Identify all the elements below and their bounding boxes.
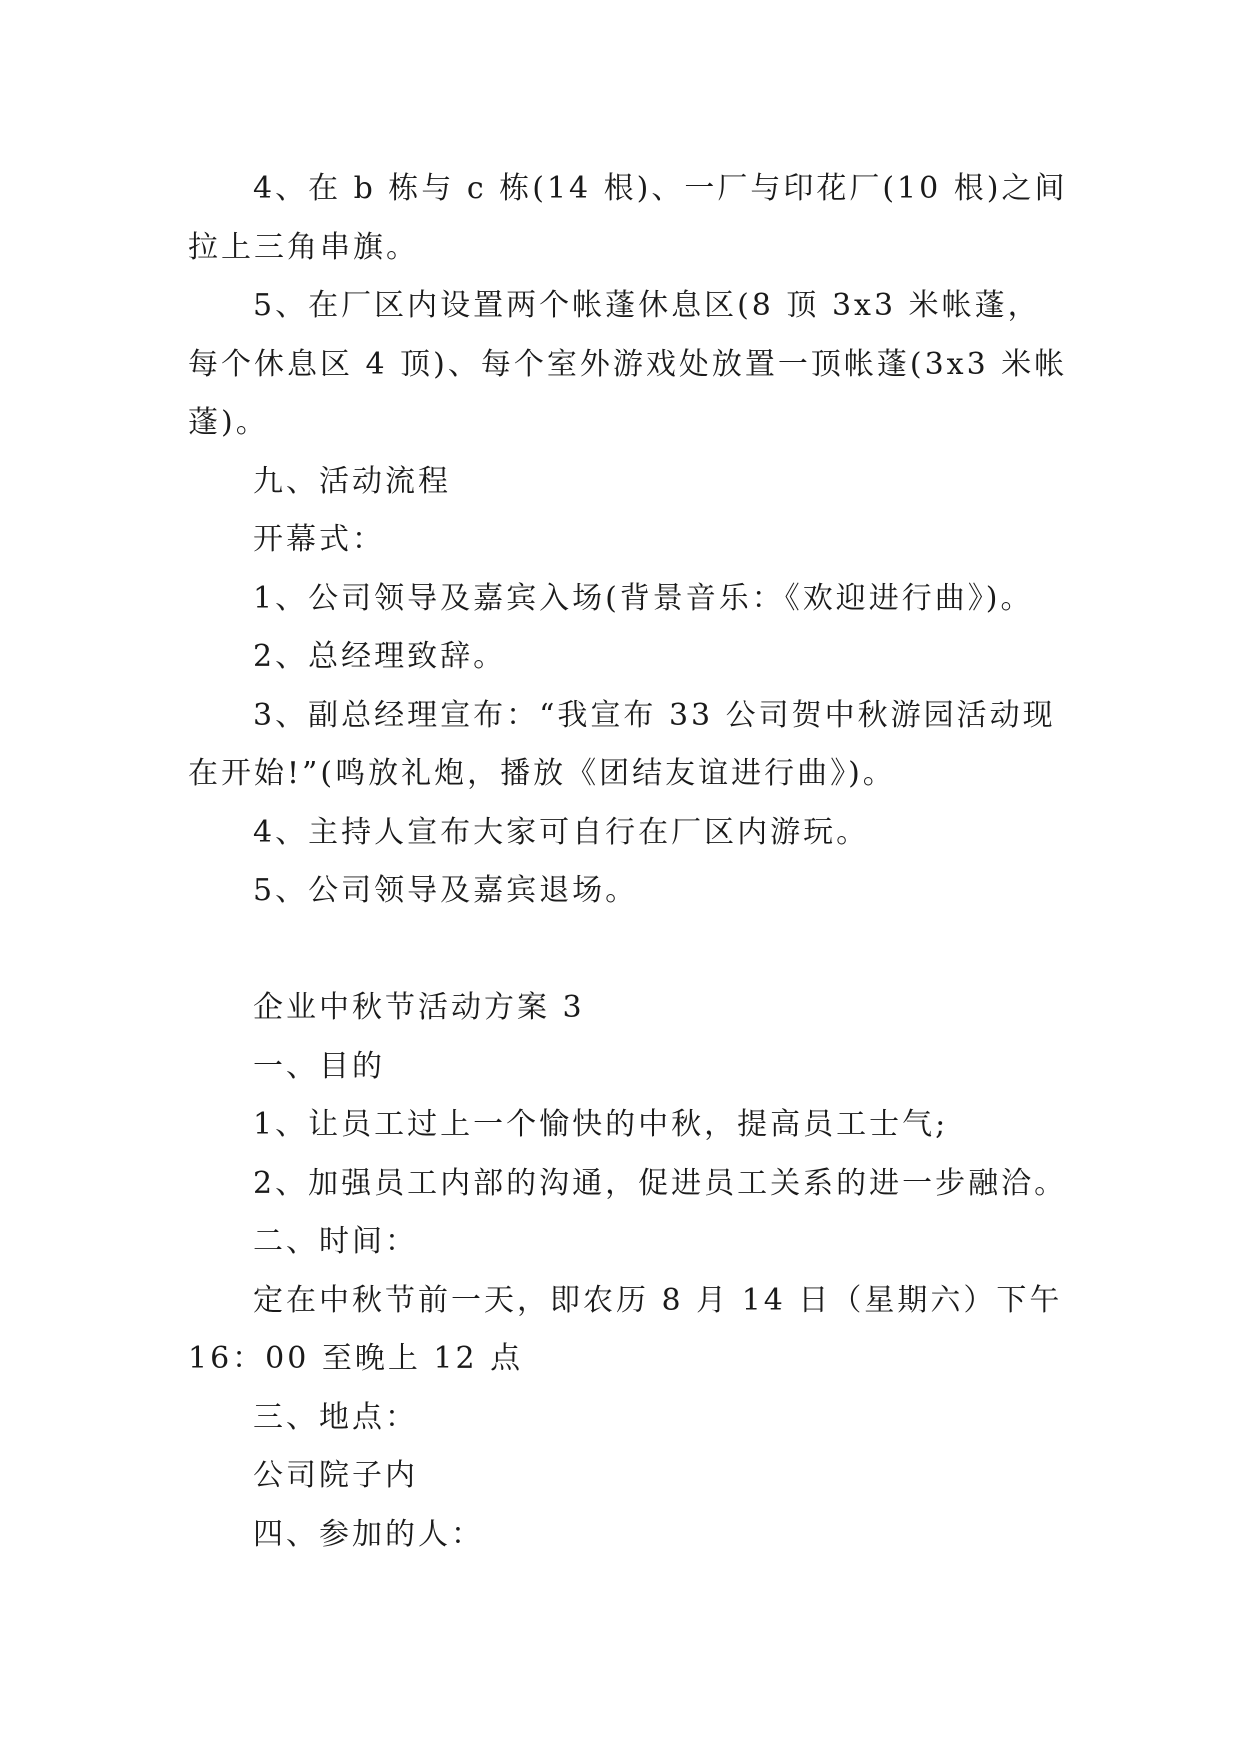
section-heading-participants: 四、参加的人： [253, 1516, 484, 1552]
list-item-announcement: 3、副总经理宣布：“我宣布 33 公司贺中秋游园活动现在开始!”(鸣放礼炮，播放《团结友谊进行曲》)。 [188, 697, 1056, 791]
list-item-gm-speech: 2、总经理致辞。 [253, 639, 507, 674]
document-title-plan-3: 企业中秋节活动方案 3 [253, 990, 585, 1025]
paragraph-tent-rest-area: 5、在厂区内设置两个帐蓬休息区(8 顶 3x3 米帐蓬，每个休息区 4 顶)、每个室外游戏处放置一顶帐蓬(3x3 米帐蓬)。 [188, 288, 1068, 440]
list-item-guests-exit: 5、公司领导及嘉宾退场。 [253, 873, 639, 908]
subheading-opening-ceremony: 开幕式： [253, 522, 385, 557]
list-item-purpose-2: 2、加强员工内部的沟通，促进员工关系的进一步融洽。 [253, 1165, 1068, 1201]
paragraph-time-detail: 定在中秋节前一天，即农历 8 月 14 日（星期六）下午 16：00 至晚上 12 点 [188, 1282, 1075, 1376]
section-heading-location: 三、地点： [253, 1399, 418, 1435]
list-item-free-play: 4、主持人宣布大家可自行在厂区内游玩。 [253, 814, 870, 850]
paragraph-location-detail: 公司院子内 [253, 1458, 418, 1493]
list-item-guests-enter: 1、公司领导及嘉宾入场(背景音乐：《欢迎进行曲》)。 [253, 580, 1034, 616]
section-heading-activity-flow: 九、活动流程 [253, 463, 451, 499]
section-spacer [188, 921, 1068, 980]
document-body [188, 160, 1075, 1564]
list-item-purpose-1: 1、让员工过上一个愉快的中秋，提高员工士气; [253, 1107, 949, 1142]
section-heading-purpose: 一、目的 [253, 1048, 385, 1084]
section-heading-time: 二、时间： [253, 1224, 418, 1259]
paragraph-banner-flags: 4、在 b 栋与 c 栋(14 根)、一厂与印花厂(10 根)之间拉上三角串旗。 [188, 171, 1068, 265]
